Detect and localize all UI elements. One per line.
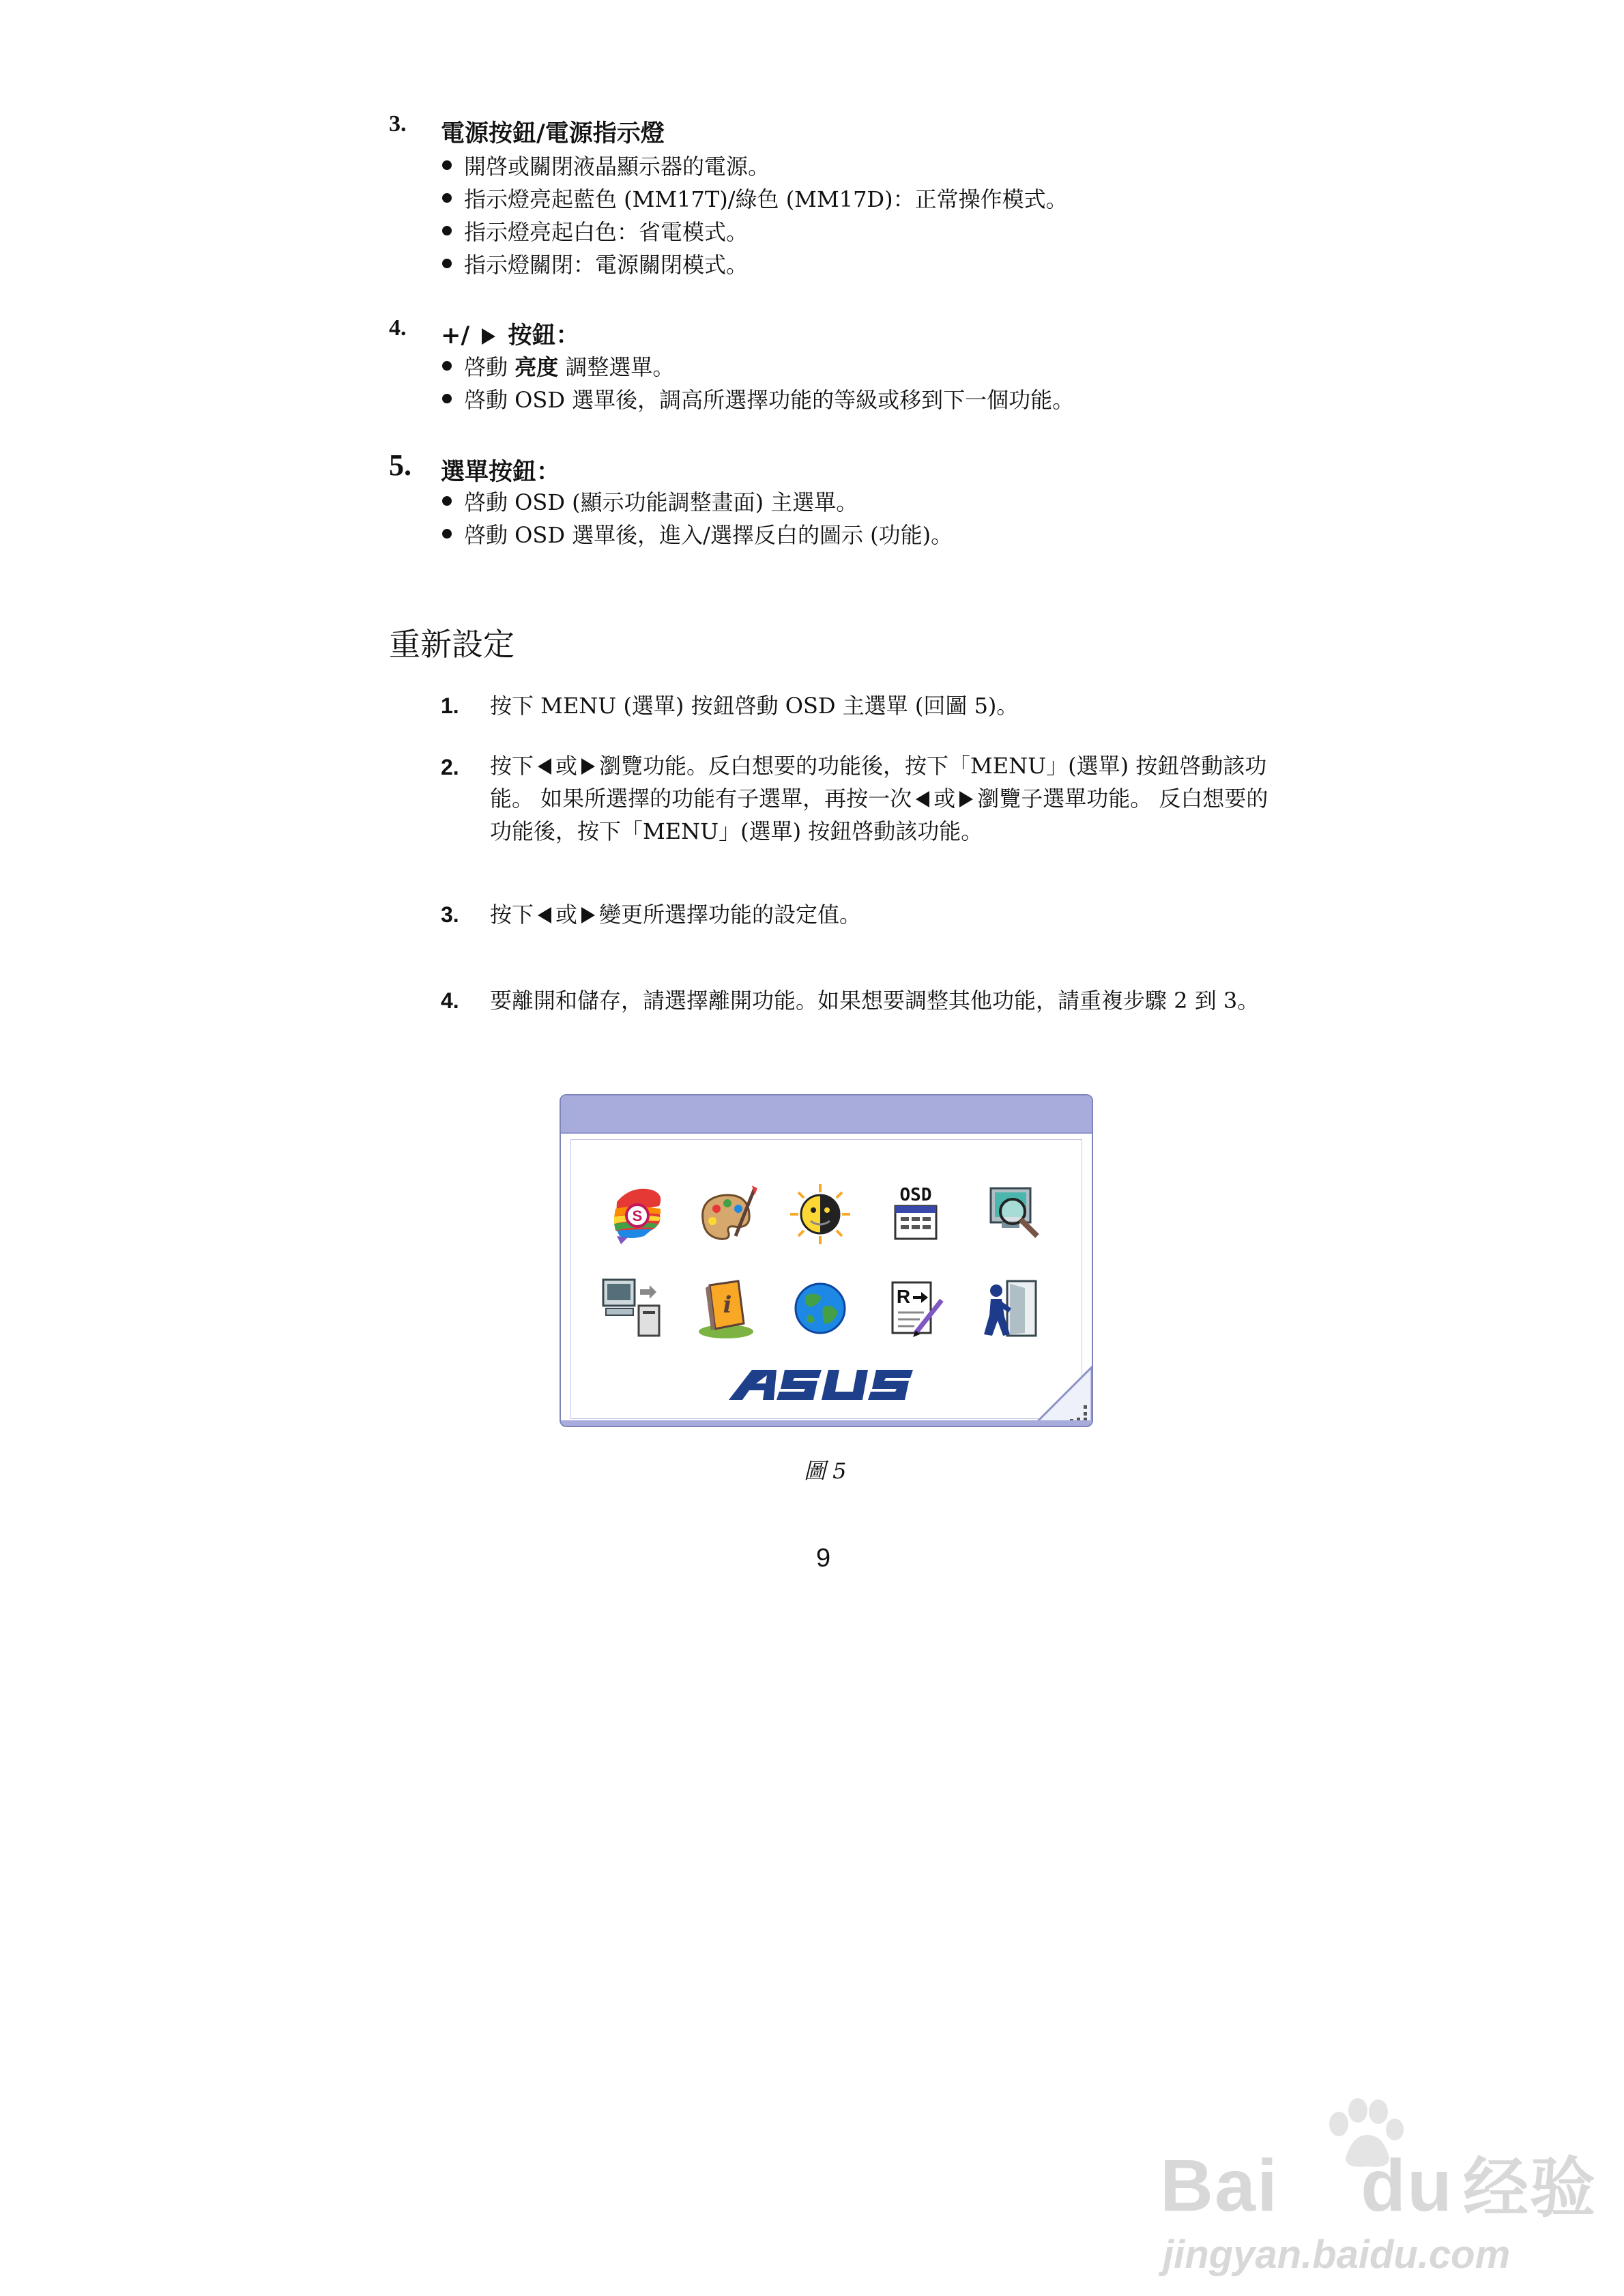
- section-5-number: 5.: [389, 448, 411, 482]
- asus-logo: [729, 1367, 927, 1403]
- reset-heading: 重新設定: [389, 626, 514, 663]
- watermark-brand-du: du: [1361, 2144, 1454, 2226]
- left-arrow-icon: [538, 907, 551, 923]
- svg-text:S: S: [632, 1207, 643, 1224]
- section-4-bullets: [442, 351, 1074, 416]
- list-item: 啓動 OSD 選單後，調高所選擇功能的等級或移到下一個功能。: [442, 384, 1074, 416]
- step-1-text: 按下 MENU (選單) 按鈕啓動 OSD 主選單 (回圖 5)。: [490, 693, 1019, 719]
- section-3-title: 電源按鈕/電源指示燈: [441, 120, 665, 147]
- section-4-title: +/ 按鈕：: [441, 322, 580, 349]
- list-item: 啓動 亮度 調整選單。: [442, 351, 1074, 384]
- resize-grip-icon[interactable]: [1030, 1364, 1092, 1426]
- left-arrow-icon: [538, 758, 551, 775]
- section-5-title: 選單按鈕：: [441, 459, 561, 486]
- list-item: 指示燈亮起藍色 (MM17T)/綠色 (MM17D)：正常操作模式。: [442, 183, 1068, 216]
- osd-main-menu-window: [560, 1094, 1093, 1427]
- section-3-number: 3.: [389, 111, 407, 137]
- info-book-icon[interactable]: [693, 1276, 759, 1341]
- figure-caption: 圖 5: [804, 1458, 847, 1484]
- reset-icon[interactable]: [883, 1276, 948, 1341]
- right-arrow-icon: [581, 907, 595, 923]
- step-3-text: 按下 或 變更所選擇功能的設定值。: [490, 902, 862, 928]
- palette-icon[interactable]: [693, 1181, 759, 1247]
- magnify-display-icon[interactable]: [981, 1181, 1047, 1247]
- left-arrow-icon: [916, 791, 929, 807]
- osd-label: OSD: [899, 1185, 932, 1205]
- step-2-text: 按下 或 瀏覽功能。反白想要的功能後，按下「MENU」(選單) 按鈕啓動該功能。 如果所選擇的功能有子選單，再按一次 或 瀏覽子選單功能。 反白想要的功能後，按下「MENU」(選單) 按鈕啓動該功能。: [490, 753, 1268, 844]
- asus-logo-text: ASUS: [729, 1367, 731, 1368]
- osd-bottom-border: [561, 1420, 1092, 1426]
- right-arrow-icon: [959, 791, 973, 807]
- svg-text:i: i: [723, 1291, 732, 1319]
- list-item: 啓動 OSD (顯示功能調整畫面) 主選單。: [442, 486, 953, 519]
- list-item: 指示燈亮起白色：省電模式。: [442, 216, 1068, 248]
- list-item: 開啓或關閉液晶顯示器的電源。: [442, 150, 1068, 183]
- baidu-watermark: [1160, 2095, 1610, 2280]
- globe-icon[interactable]: [787, 1276, 853, 1341]
- step-3-number: 3.: [441, 902, 459, 927]
- osd-title-bar: [561, 1095, 1092, 1134]
- osd-settings-icon[interactable]: [883, 1181, 948, 1247]
- brightness-face-icon[interactable]: [787, 1181, 853, 1247]
- section-5-bullets: [442, 486, 953, 551]
- svg-text:R: R: [896, 1286, 911, 1307]
- watermark-url: jingyan.baidu.com: [1163, 2233, 1511, 2277]
- right-arrow-icon: [482, 328, 495, 345]
- list-item: 啓動 OSD 選單後，進入/選擇反白的圖示 (功能)。: [442, 519, 953, 551]
- exit-door-icon[interactable]: [977, 1276, 1043, 1341]
- splendid-icon[interactable]: [603, 1181, 669, 1247]
- step-4-text: 要離開和儲存，請選擇離開功能。如果想要調整其他功能，請重複步驟 2 到 3。: [490, 988, 1260, 1014]
- section-4-number: 4.: [389, 315, 407, 341]
- watermark-cn: 经验: [1463, 2150, 1597, 2226]
- step-4-number: 4.: [441, 988, 459, 1013]
- input-select-icon[interactable]: [599, 1276, 665, 1341]
- step-1-number: 1.: [441, 693, 459, 718]
- section-3-bullets: [442, 150, 1068, 281]
- list-item: 指示燈關閉：電源關閉模式。: [442, 248, 1068, 281]
- step-2-number: 2.: [441, 755, 459, 779]
- right-arrow-icon: [581, 758, 595, 775]
- page-number: 9: [816, 1544, 831, 1573]
- watermark-brand: Bai: [1160, 2144, 1279, 2226]
